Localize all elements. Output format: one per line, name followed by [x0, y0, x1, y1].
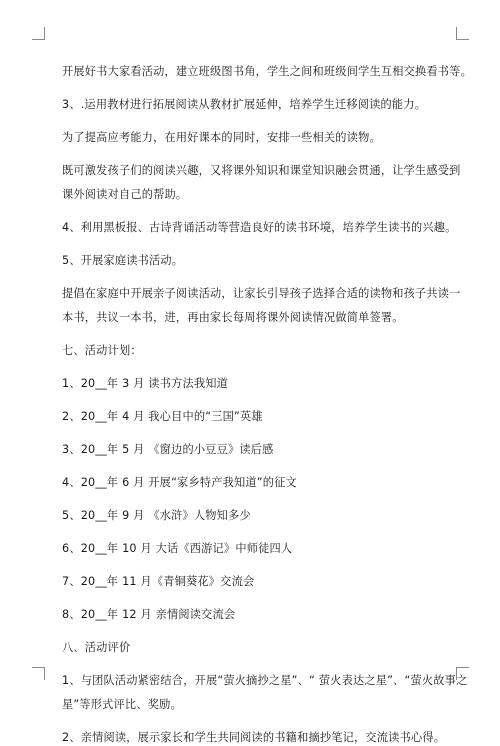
paragraph-line: 3、.运用教材进行拓展阅读从教材扩展延伸，培养学生迁移阅读的能力。: [62, 98, 427, 111]
plan-item: 4、20__年 6 月 开展“家乡特产我知道”的征文: [62, 476, 297, 489]
plan-item: 7、20__年 11 月《青铜葵花》交流会: [62, 575, 255, 588]
paragraph-line: 为了提高应考能力，在用好课本的同时，安排一些相关的读物。: [62, 131, 381, 144]
crop-mark-top-right: [456, 27, 469, 40]
paragraph-line: 课外阅读对自己的帮助。: [62, 188, 188, 201]
plan-item: 1、20__年 3 月 读书方法我知道: [62, 377, 229, 390]
paragraph-line: 4、利用黑板报、古诗背诵活动等营造良好的读书环境，培养学生读书的兴趣。: [62, 221, 457, 234]
document-body: [62, 64, 472, 746]
plan-item: 6、20__年 10 月 大话《西游记》中师徒四人: [62, 542, 293, 555]
plan-item: 5、20__年 9 月 《水浒》人物知多少: [62, 509, 251, 522]
plan-item: 3、20__年 5 月 《窗边的小豆豆》读后感: [62, 443, 274, 456]
paragraph-line: 1、与团队活动紧密结合，开展“萤火摘抄之星”、“ 萤火表达之星”、“萤火故事之: [62, 674, 468, 687]
paragraph-line: 本书，共议一本书，进，再由家长每周将课外阅读情况做简单签署。: [62, 311, 404, 324]
paragraph-line: 提倡在家庭中开展亲子阅读活动，让家长引导孩子选择合适的读物和孩子共读一: [62, 287, 461, 300]
plan-item: 2、20__年 4 月 我心目中的“三国”英雄: [62, 410, 263, 423]
crop-mark-top-left: [32, 27, 45, 40]
plan-item: 8、20__年 12 月 亲情阅读交流会: [62, 608, 236, 621]
section-heading: 八、活动评价: [62, 641, 131, 654]
paragraph-line: 5、开展家庭读书活动。: [62, 254, 184, 267]
paragraph-line: 开展好书大家看活动，建立班级图书角，学生之间和班级间学生互相交换看书等。: [62, 65, 472, 78]
paragraph-line: 既可激发孩子们的阅读兴趣，又将课外知识和课堂知识融会贯通，让学生感受到: [62, 164, 461, 177]
section-heading: 七、活动计划：: [62, 344, 142, 357]
crop-mark-bottom-left: [32, 667, 45, 680]
paragraph-line: 星”等形式评比、奖励。: [62, 698, 182, 711]
paragraph-line: 2、亲情阅读，展示家长和学生共同阅读的书籍和摘抄笔记，交流读书心得。: [62, 731, 446, 744]
